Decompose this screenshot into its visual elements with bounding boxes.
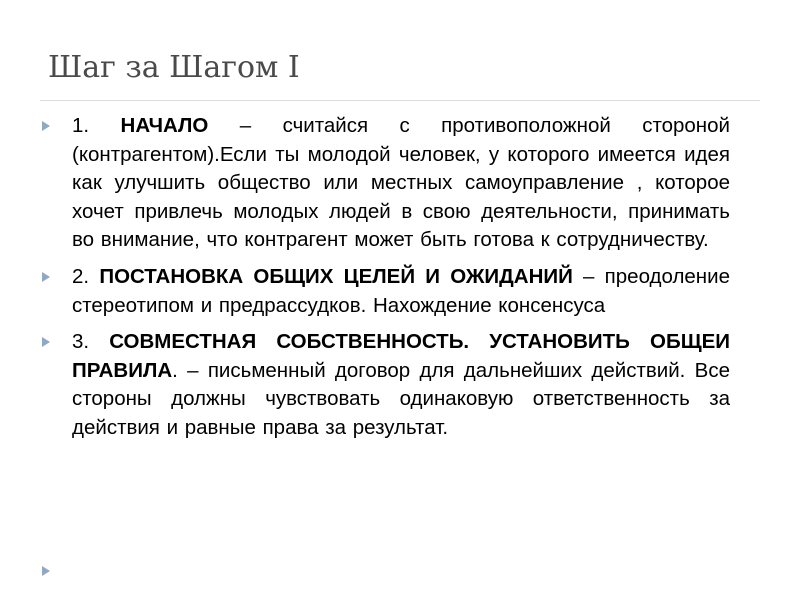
item-number: 3. <box>72 330 90 354</box>
list-item-text <box>72 328 730 442</box>
list-item-text <box>72 112 730 255</box>
list-item-2 <box>40 263 730 320</box>
item-body: – считайся с противоположной стороной (контрагентом).Если ты молодой человек, у которого имеется идея как улучшить общество или местных самоуправление , которое хочет привлечь молодых людей в свою деятельности, принимать во внимание, что контрагент может быть готова к сотрудничеству. <box>72 114 730 252</box>
item-number: 1. <box>72 114 90 137</box>
item-number: 2. <box>72 264 90 288</box>
triangle-bullet-icon <box>42 337 50 347</box>
triangle-bullet-icon <box>42 566 50 576</box>
item-body: – преодоление стереотипом и предрассудков. Нахождение консенсуса <box>72 264 730 317</box>
item-body: . – письменный договор для дальнейших действий. Все стороны должны чувствовать одинаковую ответственность за действия и равные права за результат. <box>72 358 730 439</box>
slide-content <box>40 112 730 451</box>
list-item-1 <box>40 112 730 255</box>
title-divider <box>40 100 760 101</box>
item-heading: СОВМЕСТНАЯ СОБСТВЕННОСТЬ. УСТАНОВИТЬ ОБЩЕИ ПРАВИЛА <box>72 330 730 382</box>
triangle-bullet-icon <box>42 121 50 131</box>
item-heading: ПОСТАНОВКА ОБЩИХ ЦЕЛЕЙ И ОЖИДАНИЙ <box>99 264 573 288</box>
triangle-bullet-icon <box>42 272 50 282</box>
slide-title: Шаг за Шагом I <box>48 50 300 85</box>
list-item-text <box>72 263 730 320</box>
item-heading: НАЧАЛО <box>120 114 209 137</box>
list-item-3 <box>40 328 730 442</box>
